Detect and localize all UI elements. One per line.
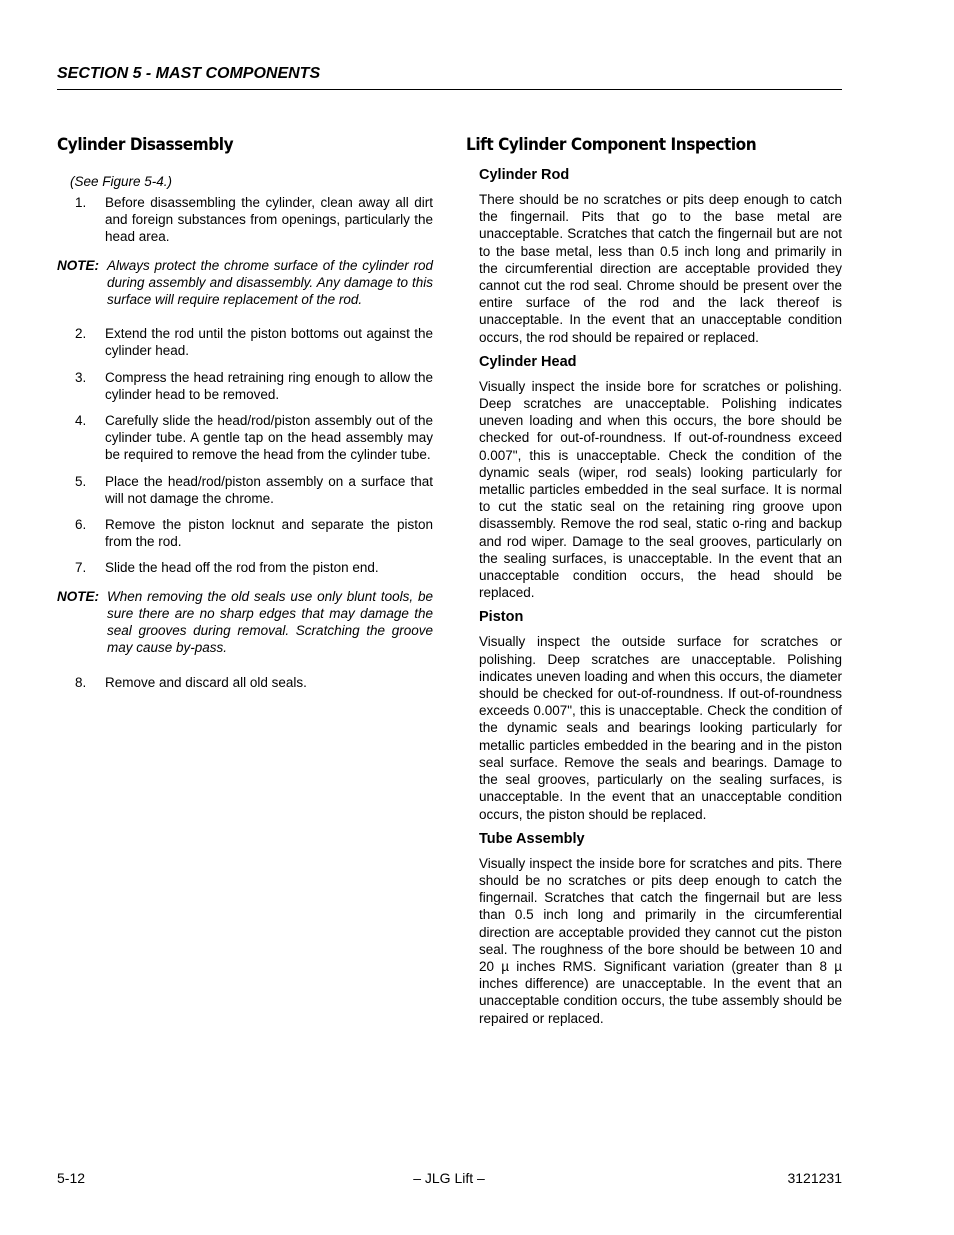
step-item xyxy=(57,412,433,464)
step-number: 6. xyxy=(75,517,87,533)
step-number: 3. xyxy=(75,369,87,385)
document-number: 3121231 xyxy=(787,1170,842,1186)
step-text: Place the head/rod/piston assembly on a surface that will not damage the chrome. xyxy=(105,473,433,506)
step-text: Compress the head retraining ring enough to allow the cylinder head to be removed. xyxy=(105,369,433,402)
piston-heading: Piston xyxy=(479,609,524,626)
note-label: NOTE: xyxy=(57,257,99,273)
cylinder-head-text: Visually inspect the inside bore for scratches or polishing. Deep scratches are unacceptable. Polishing indicates uneven loading and when this occurs, the bore should be checked for out-of-roundness. If out-of-roundness exceed 0.007", this is unacceptable. Check the condition of the dynamic seals (wiper, rod seals) looking particularly for metallic particles embedded in the seal surface. It is normal to cut the static seal on the retaining ring groove upon disassembly. Remove the rod seal, static o-ring and backup and rod wiper. Damage to the seal grooves, particularly on the sealing surfaces, is unacceptable. In the event that an unacceptable condition occurs, the head should be replaced. xyxy=(479,378,842,601)
step-item xyxy=(57,325,433,359)
step-item xyxy=(57,194,433,246)
left-column xyxy=(57,133,433,692)
right-column xyxy=(466,133,842,1027)
step-number: 8. xyxy=(75,675,87,691)
note-blunt-tools xyxy=(57,588,433,657)
step-text: Remove the piston locknut and separate the piston from the rod. xyxy=(105,517,433,550)
cylinder-rod-heading: Cylinder Rod xyxy=(479,167,570,183)
piston-text: Visually inspect the outside surface for scratches or polishing. Deep scratches are unacceptable. Polishing indicates uneven loading and when this occurs, the diameter should be checked for out-of-roundness. If out-of-roundness exceeds 0.007", this is unacceptable. Check the condition of the dynamic seals and bearings looking particularly for metallic particles embedded in the bearing and in the piston seal surface. Remove the seals and bearings. Damage to the seal grooves, particularly on the sealing surfaces, is unacceptable. In the event that an unacceptable condition occurs, the piston should be replaced. xyxy=(479,634,842,822)
note-text: When removing the old seals use only blunt tools, be sure there are no sharp edges that may damage the seal grooves during removal. Scratching the groove may cause by-pass. xyxy=(107,588,433,656)
figure-reference: (See Figure 5-4.) xyxy=(70,174,173,189)
step-number: 7. xyxy=(75,560,87,576)
step-text: Carefully slide the head/rod/piston assembly out of the cylinder tube. A gentle tap on the head assembly may be required to remove the head from the cylinder tube. xyxy=(105,413,433,463)
step-item xyxy=(57,516,433,550)
step-item xyxy=(57,559,433,576)
step-number: 2. xyxy=(75,326,87,342)
step-text: Extend the rod until the piston bottoms out against the cylinder head. xyxy=(105,326,433,359)
footer-brand: – JLG Lift – xyxy=(413,1170,485,1186)
cylinder-head-heading: Cylinder Head xyxy=(479,353,577,370)
step-text: Slide the head off the rod from the piston end. xyxy=(105,560,379,576)
steps-list-b xyxy=(57,325,433,576)
step-text: Remove and discard all old seals. xyxy=(105,675,307,691)
step-item xyxy=(57,473,433,507)
step-number: 4. xyxy=(75,413,87,429)
header-divider xyxy=(57,89,842,90)
step-item xyxy=(57,369,433,403)
steps-list-a xyxy=(57,194,433,246)
note-text: Always protect the chrome surface of the cylinder rod during assembly and disassembly. Any damage to this surface will require replacement of the rod. xyxy=(107,257,433,308)
note-protect-chrome xyxy=(57,257,433,309)
steps-list-c xyxy=(57,674,433,691)
cylinder-rod-text: There should be no scratches or pits deep enough to catch the fingernail. Pits that go to the base metal are unacceptable. Scratches that catch the fingernail but are not to the base metal, less than 0.5 inch long and primarily in the circumferential direction are acceptable provided they cannot cut the rod seal. Chrome should be present over the entire surface of the rod and the lack thereof is unacceptable. In the event that an unacceptable condition occurs, the rod should be repaired or replaced. xyxy=(479,192,842,345)
note-label: NOTE: xyxy=(57,588,99,604)
cylinder-disassembly-heading: Cylinder Disassembly xyxy=(57,135,234,154)
step-number: 1. xyxy=(75,195,87,210)
tube-assembly-text: Visually inspect the inside bore for scratches and pits. There should be no scratches or pits deep enough to catch the fingernail. Scratches that catch the fingernail but are less than 0.5 inch long and primarily in the circumferential direction are acceptable provided they cannot cut the piston seal. The roughness of the bore should be between 10 and 20 µ inches RMS. Significant variation (greater than 8 µ inches difference) are unacceptable. In the event that an unacceptable condition occurs, the tube assembly should be repaired or replaced. xyxy=(479,855,842,1026)
step-item xyxy=(57,674,433,691)
tube-assembly-heading: Tube Assembly xyxy=(479,830,585,847)
step-number: 5. xyxy=(75,473,87,489)
step-text: Before disassembling the cylinder, clean away all dirt and foreign substances from openings, particularly the head area. xyxy=(105,195,433,245)
section-title: SECTION 5 - MAST COMPONENTS xyxy=(57,65,321,82)
inspection-heading: Lift Cylinder Component Inspection xyxy=(466,135,757,154)
page-number: 5-12 xyxy=(57,1170,86,1186)
